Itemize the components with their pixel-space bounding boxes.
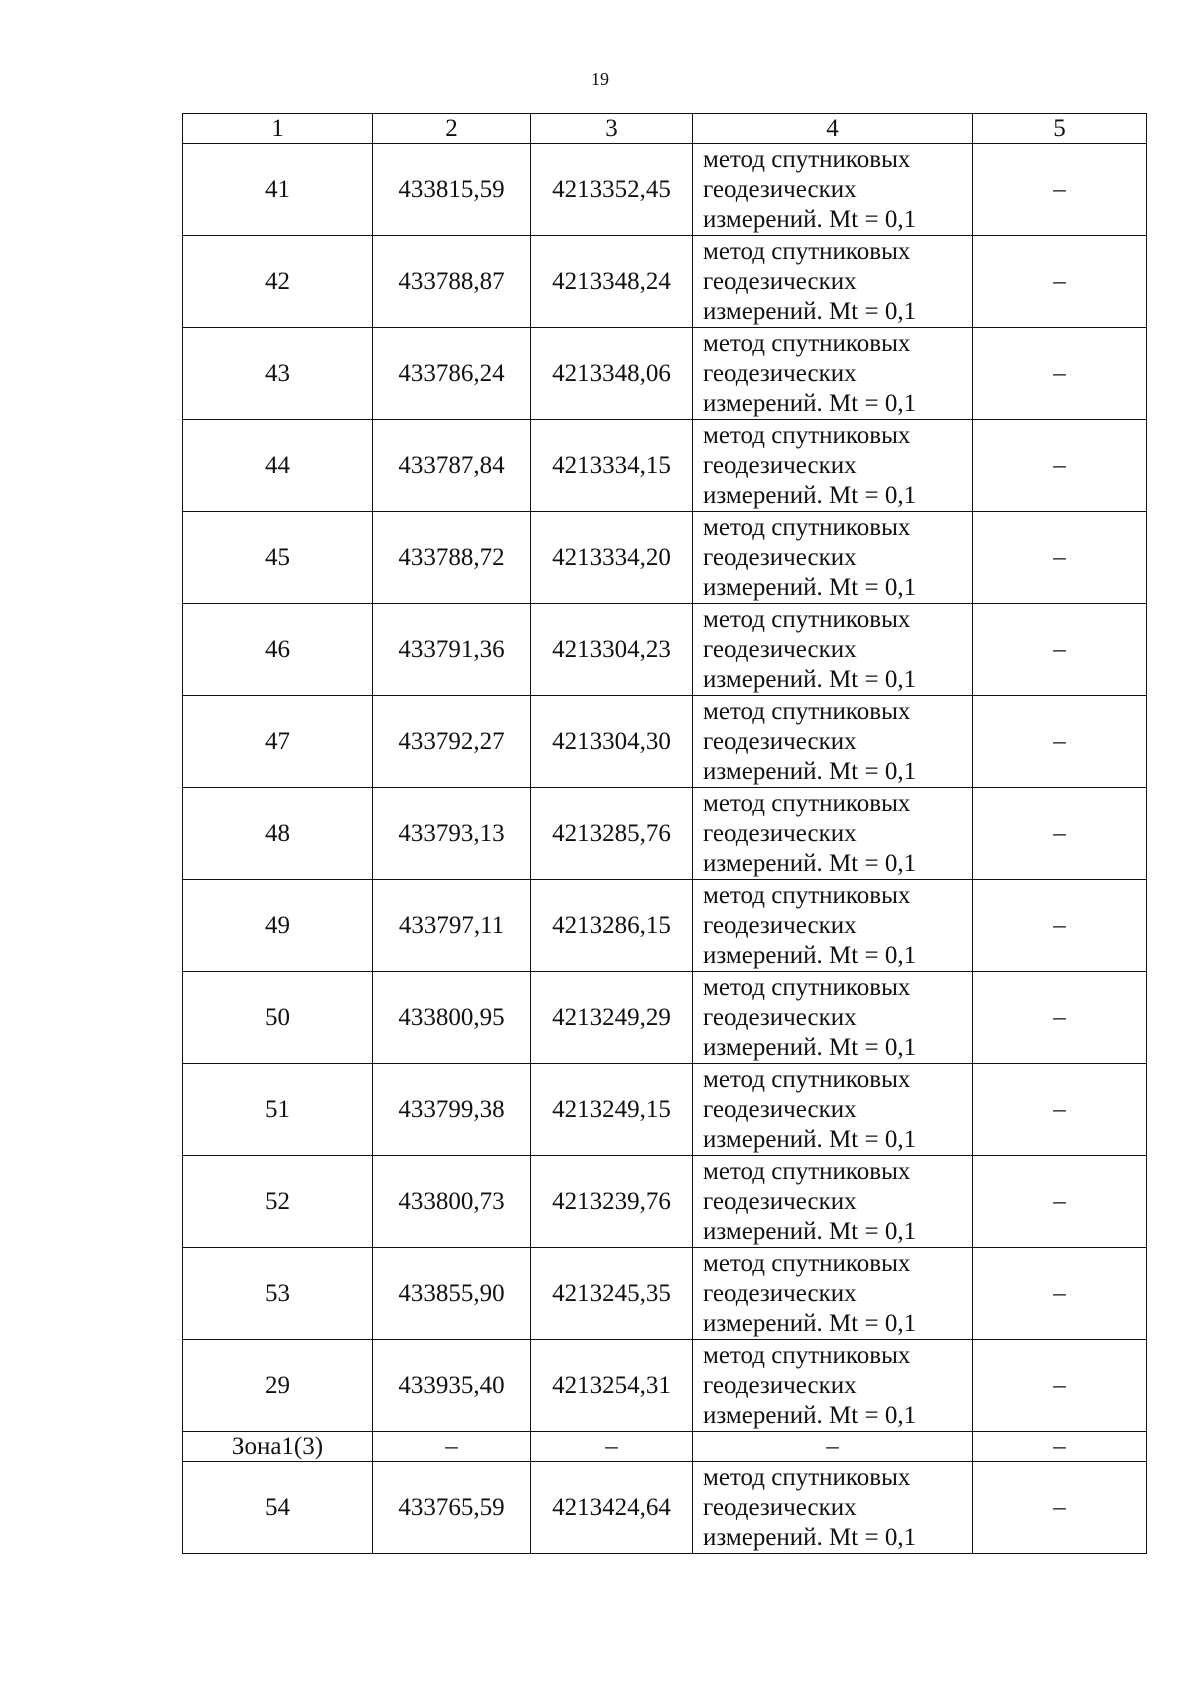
method-line: геодезических [703, 1003, 857, 1031]
method-cell [693, 1156, 973, 1248]
method-line: измерений. Mt = 0,1 [703, 849, 917, 877]
point-number-cell: 46 [183, 604, 373, 696]
y-coordinate-cell: 4213286,15 [531, 880, 693, 972]
note-cell: – [973, 1340, 1147, 1432]
y-coordinate-cell: 4213334,20 [531, 512, 693, 604]
method-line: геодезических [703, 727, 857, 755]
method-cell [693, 1340, 973, 1432]
note-cell: – [973, 420, 1147, 512]
method-cell [693, 420, 973, 512]
method-line: геодезических [703, 1493, 857, 1521]
zone-cell: – [531, 1432, 693, 1462]
x-coordinate-cell: 433797,11 [373, 880, 531, 972]
method-line: метод спутниковых [703, 237, 911, 265]
y-coordinate-cell: 4213348,06 [531, 328, 693, 420]
note-cell: – [973, 696, 1147, 788]
method-line: геодезических [703, 359, 857, 387]
y-coordinate-cell: 4213249,29 [531, 972, 693, 1064]
page-number: 19 [591, 69, 609, 89]
method-line: метод спутниковых [703, 697, 911, 725]
table-row [183, 972, 1147, 1064]
zone-cell: – [973, 1432, 1147, 1462]
note-cell: – [973, 328, 1147, 420]
x-coordinate-cell: 433800,73 [373, 1156, 531, 1248]
method-cell [693, 1462, 973, 1554]
method-line: геодезических [703, 1187, 857, 1215]
note-cell: – [973, 236, 1147, 328]
method-line: измерений. Mt = 0,1 [703, 941, 917, 969]
table-body [183, 114, 1147, 1554]
header-cell-2: 2 [373, 114, 531, 144]
method-line: измерений. Mt = 0,1 [703, 1217, 917, 1245]
point-number-cell: 44 [183, 420, 373, 512]
method-line: измерений. Mt = 0,1 [703, 297, 917, 325]
table-row [183, 1248, 1147, 1340]
point-number-cell: 53 [183, 1248, 373, 1340]
method-cell [693, 236, 973, 328]
x-coordinate-cell: 433800,95 [373, 972, 531, 1064]
table-row [183, 1064, 1147, 1156]
method-line: измерений. Mt = 0,1 [703, 573, 917, 601]
table-row [183, 696, 1147, 788]
x-coordinate-cell: 433788,87 [373, 236, 531, 328]
coordinates-table [182, 113, 1147, 1554]
table-row [183, 788, 1147, 880]
table-row [183, 1156, 1147, 1248]
method-line: геодезических [703, 451, 857, 479]
method-cell [693, 512, 973, 604]
method-line: геодезических [703, 267, 857, 295]
method-line: метод спутниковых [703, 145, 911, 173]
point-number-cell: 51 [183, 1064, 373, 1156]
note-cell: – [973, 1248, 1147, 1340]
note-cell: – [973, 788, 1147, 880]
point-number-cell: 42 [183, 236, 373, 328]
point-number-cell: 29 [183, 1340, 373, 1432]
method-cell [693, 604, 973, 696]
method-cell [693, 144, 973, 236]
x-coordinate-cell: 433793,13 [373, 788, 531, 880]
method-line: измерений. Mt = 0,1 [703, 1033, 917, 1061]
y-coordinate-cell: 4213249,15 [531, 1064, 693, 1156]
method-line: метод спутниковых [703, 881, 911, 909]
point-number-cell: 48 [183, 788, 373, 880]
table-row [183, 144, 1147, 236]
method-line: метод спутниковых [703, 1341, 911, 1369]
table-row [183, 236, 1147, 328]
method-cell [693, 880, 973, 972]
header-cell-3: 3 [531, 114, 693, 144]
x-coordinate-cell: 433855,90 [373, 1248, 531, 1340]
note-cell: – [973, 1064, 1147, 1156]
table-row [183, 512, 1147, 604]
y-coordinate-cell: 4213424,64 [531, 1462, 693, 1554]
method-line: геодезических [703, 1371, 857, 1399]
method-line: метод спутниковых [703, 513, 911, 541]
header-cell-5: 5 [973, 114, 1147, 144]
method-line: метод спутниковых [703, 329, 911, 357]
y-coordinate-cell: 4213239,76 [531, 1156, 693, 1248]
y-coordinate-cell: 4213348,24 [531, 236, 693, 328]
method-line: метод спутниковых [703, 1065, 911, 1093]
note-cell: – [973, 972, 1147, 1064]
method-cell [693, 1248, 973, 1340]
table-row [183, 1340, 1147, 1432]
method-line: геодезических [703, 543, 857, 571]
method-cell [693, 328, 973, 420]
method-line: измерений. Mt = 0,1 [703, 757, 917, 785]
y-coordinate-cell: 4213285,76 [531, 788, 693, 880]
method-cell [693, 972, 973, 1064]
point-number-cell: 54 [183, 1462, 373, 1554]
x-coordinate-cell: 433935,40 [373, 1340, 531, 1432]
y-coordinate-cell: 4213254,31 [531, 1340, 693, 1432]
method-line: геодезических [703, 175, 857, 203]
x-coordinate-cell: 433791,36 [373, 604, 531, 696]
method-line: метод спутниковых [703, 789, 911, 817]
y-coordinate-cell: 4213245,35 [531, 1248, 693, 1340]
method-cell [693, 788, 973, 880]
point-number-cell: 47 [183, 696, 373, 788]
method-line: геодезических [703, 1095, 857, 1123]
y-coordinate-cell: 4213304,30 [531, 696, 693, 788]
point-number-cell: 45 [183, 512, 373, 604]
zone-label: Зона1(3) [183, 1432, 373, 1462]
method-line: измерений. Mt = 0,1 [703, 1523, 917, 1551]
note-cell: – [973, 880, 1147, 972]
point-number-cell: 43 [183, 328, 373, 420]
method-line: измерений. Mt = 0,1 [703, 665, 917, 693]
zone-cell: – [373, 1432, 531, 1462]
note-cell: – [973, 512, 1147, 604]
table-header-row [183, 114, 1147, 144]
x-coordinate-cell: 433788,72 [373, 512, 531, 604]
header-cell-1: 1 [183, 114, 373, 144]
method-line: геодезических [703, 635, 857, 663]
method-cell [693, 696, 973, 788]
y-coordinate-cell: 4213352,45 [531, 144, 693, 236]
method-line: геодезических [703, 911, 857, 939]
method-line: метод спутниковых [703, 973, 911, 1001]
method-line: метод спутниковых [703, 1463, 911, 1491]
method-line: измерений. Mt = 0,1 [703, 1309, 917, 1337]
y-coordinate-cell: 4213334,15 [531, 420, 693, 512]
table-row [183, 604, 1147, 696]
zone-row [183, 1432, 1147, 1462]
x-coordinate-cell: 433792,27 [373, 696, 531, 788]
method-line: измерений. Mt = 0,1 [703, 1401, 917, 1429]
x-coordinate-cell: 433786,24 [373, 328, 531, 420]
method-line: метод спутниковых [703, 1157, 911, 1185]
method-line: метод спутниковых [703, 605, 911, 633]
method-line: измерений. Mt = 0,1 [703, 389, 917, 417]
method-line: измерений. Mt = 0,1 [703, 1125, 917, 1153]
method-cell [693, 1064, 973, 1156]
zone-cell: – [693, 1432, 973, 1462]
table-row [183, 880, 1147, 972]
note-cell: – [973, 604, 1147, 696]
x-coordinate-cell: 433815,59 [373, 144, 531, 236]
x-coordinate-cell: 433765,59 [373, 1462, 531, 1554]
method-line: измерений. Mt = 0,1 [703, 481, 917, 509]
note-cell: – [973, 1156, 1147, 1248]
header-cell-4: 4 [693, 114, 973, 144]
y-coordinate-cell: 4213304,23 [531, 604, 693, 696]
method-line: метод спутниковых [703, 1249, 911, 1277]
x-coordinate-cell: 433799,38 [373, 1064, 531, 1156]
method-line: метод спутниковых [703, 421, 911, 449]
method-line: измерений. Mt = 0,1 [703, 205, 917, 233]
note-cell: – [973, 144, 1147, 236]
note-cell: – [973, 1462, 1147, 1554]
table-row [183, 328, 1147, 420]
table-row [183, 420, 1147, 512]
method-line: геодезических [703, 819, 857, 847]
point-number-cell: 41 [183, 144, 373, 236]
point-number-cell: 52 [183, 1156, 373, 1248]
table-row [183, 1462, 1147, 1554]
method-line: геодезических [703, 1279, 857, 1307]
x-coordinate-cell: 433787,84 [373, 420, 531, 512]
point-number-cell: 50 [183, 972, 373, 1064]
point-number-cell: 49 [183, 880, 373, 972]
